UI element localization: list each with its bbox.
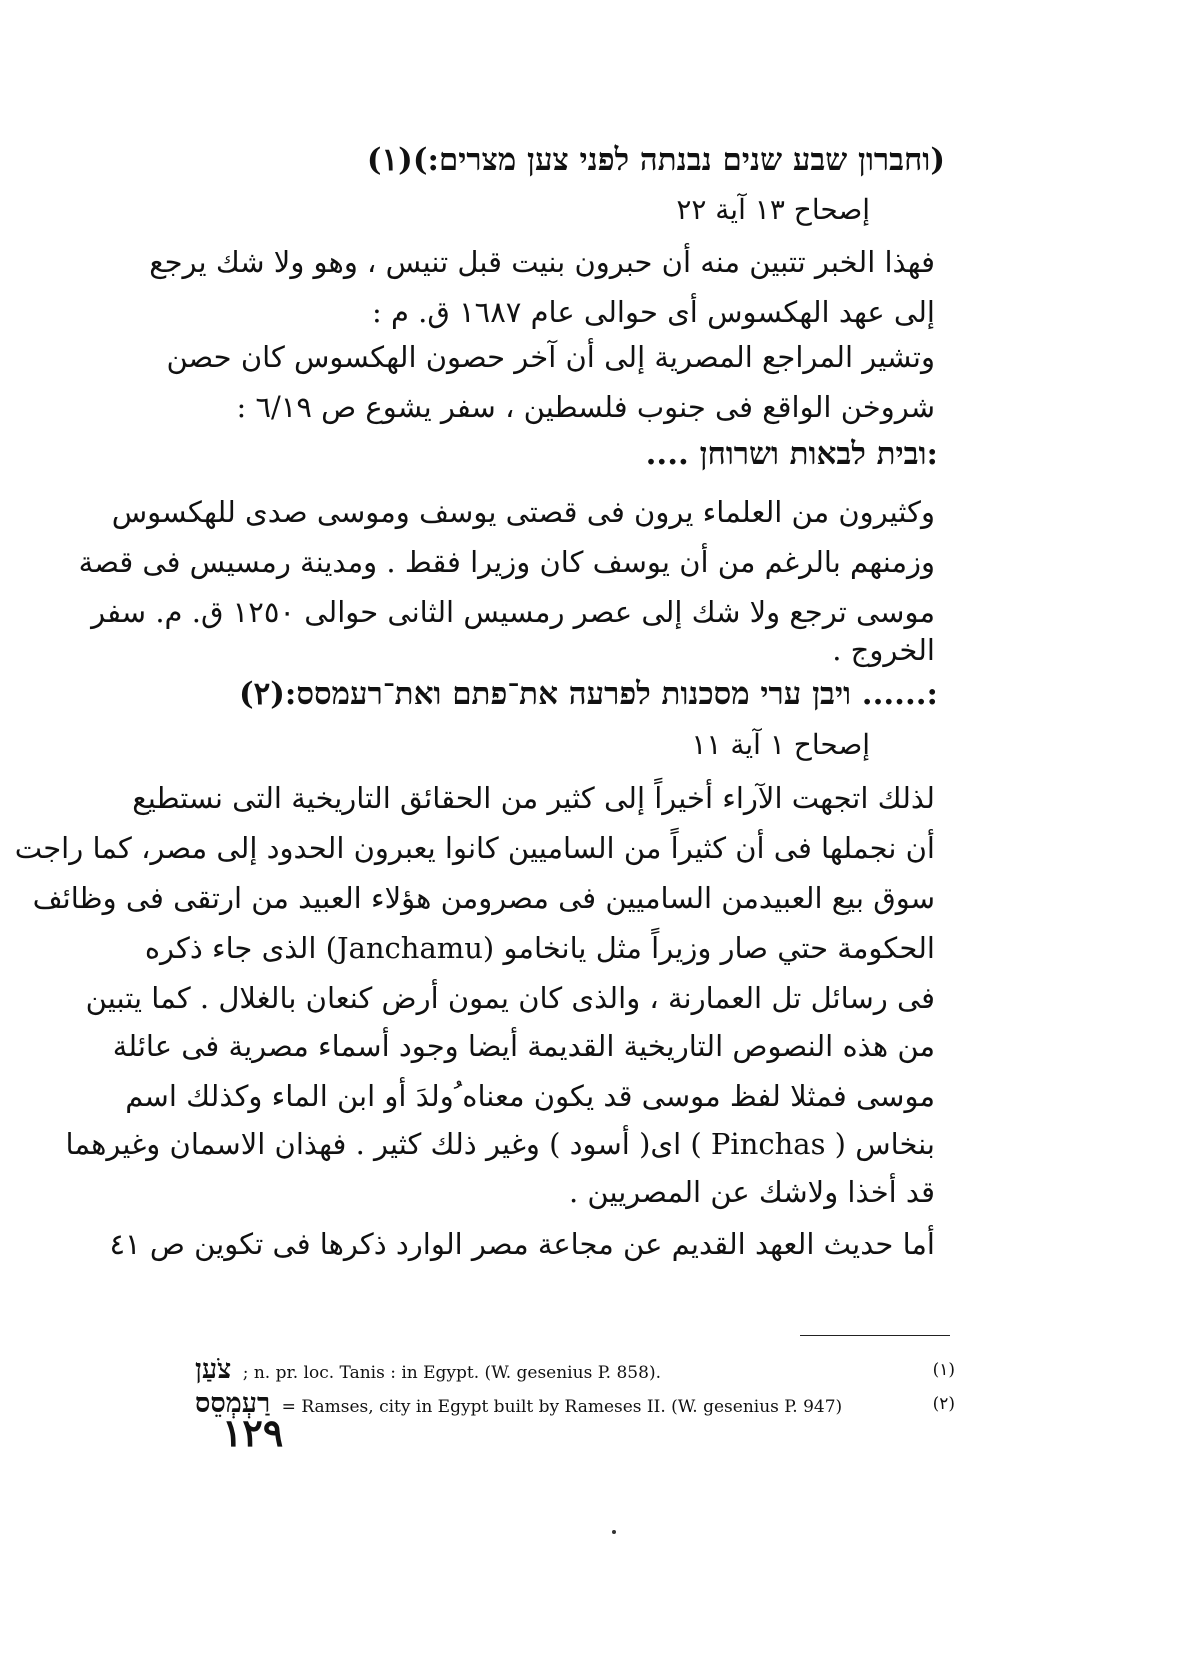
footnote-1-text: ; n. pr. loc. Tanis : in Egypt. (W. gesenius P. 858). xyxy=(242,1363,661,1383)
paragraph-1-line-1: فهذا الخبر تتبين منه أن حبرون بنيت قبل تنيس ، وهو ولا شك يرجع xyxy=(149,245,935,279)
footnote-2 xyxy=(195,1386,955,1422)
footnote-2-text: = Ramses, city in Egypt built by Rameses II. (W. gesenius P. 947) xyxy=(281,1397,843,1417)
footnote-separator xyxy=(800,1335,950,1336)
paragraph-3-line-3: موسى ترجع ولا شك إلى عصر رمسيس الثانى حوالى ١٢٥٠ ق. م. سفر xyxy=(91,595,935,629)
paragraph-4-line-7: موسى فمثلا لفظ موسى قد يكون معناه ُولدَ أو ابن الماء وكذلك اسم xyxy=(125,1079,935,1113)
paragraph-3-line-4: الخروج . xyxy=(832,633,935,667)
paragraph-2-line-1: وتشير المراجع المصرية إلى أن آخر حصون الهكسوس كان حصن xyxy=(166,340,935,374)
paragraph-4-line-9: قد أخذا ولاشك عن المصريين . xyxy=(568,1175,935,1209)
paragraph-4-line-1: لذلك اتجهت الآراء أخيراً إلى كثير من الحقائق التاريخية التى نستطيع xyxy=(132,781,935,815)
paragraph-4-line-6: من هذه النصوص التاريخية القديمة أيضا وجود أسماء مصرية فى عائلة xyxy=(112,1029,935,1063)
paragraph-4-line-8: بنخاس ( Pinchas ) اى( أسود ) وغير ذلك كثير . فهذان الاسمان وغيرهما xyxy=(65,1127,935,1161)
page-number: ١٢٩ xyxy=(222,1410,284,1455)
paragraph-5-line-1: أما حديث العهد القديم عن مجاعة مصر الوارد ذكرها فى تكوين ص ٤١ xyxy=(109,1227,935,1261)
paragraph-3-line-1: وكثيرون من العلماء يرون فى قصتى يوسف وموسى صدى للهكسوس xyxy=(111,495,935,529)
paragraph-4-line-2: أن نجملها فى أن كثيراً من الساميين كانوا يعبرون الحدود إلى مصر، كما راجت xyxy=(14,831,935,865)
paragraph-3-line-2: وزمنهم بالرغم من أن يوسف كان وزيرا فقط . ومدينة رمسيس فى قصة xyxy=(78,545,935,579)
paragraph-4-line-3: سوق بيع العبيدمن الساميين فى مصرومن هؤلاء العبيد من ارتقى فى وظائف xyxy=(32,881,935,915)
footnote-2-number: (٢) xyxy=(932,1394,955,1414)
chapter-reference-1: إصحاح ١٣ آية ٢٢ xyxy=(676,193,870,226)
hebrew-quote-2: :ובית לבאות ושרוחן .... xyxy=(645,436,938,472)
paragraph-1-line-2: إلى عهد الهكسوس أى حوالى عام ١٦٨٧ ق. م : xyxy=(371,295,935,329)
scan-dot xyxy=(612,1530,616,1534)
footnote-2-hebrew: רַעְמְסֵס xyxy=(195,1388,271,1419)
paragraph-2-line-2: شروخن الواقع فى جنوب فلسطين ، سفر يشوع ص ٦/١٩ : xyxy=(236,390,935,424)
footnote-1-hebrew: צֹעַן xyxy=(195,1354,232,1385)
paragraph-4-line-4: الحكومة حتي صار وزيراً مثل يانخامو (Janchamu) الذى جاء ذكره xyxy=(144,931,935,965)
chapter-reference-2: إصحاح ١ آية ١١ xyxy=(691,728,870,761)
paragraph-4-line-5: فى رسائل تل العمارنة ، والذى كان يمون أرض كنعان بالغلال . كما يتبين xyxy=(85,981,935,1015)
footnote-1-number: (١) xyxy=(932,1360,955,1380)
hebrew-quote-1: (וחברון שבע שנים נבנתה לפני צען מצרים:)(١) xyxy=(366,142,945,178)
hebrew-quote-3: :...... ויבן ערי מסכנות לפרעה את־פתם ואת־רעמסס:(٢) xyxy=(238,676,938,712)
footnote-1 xyxy=(195,1352,955,1388)
